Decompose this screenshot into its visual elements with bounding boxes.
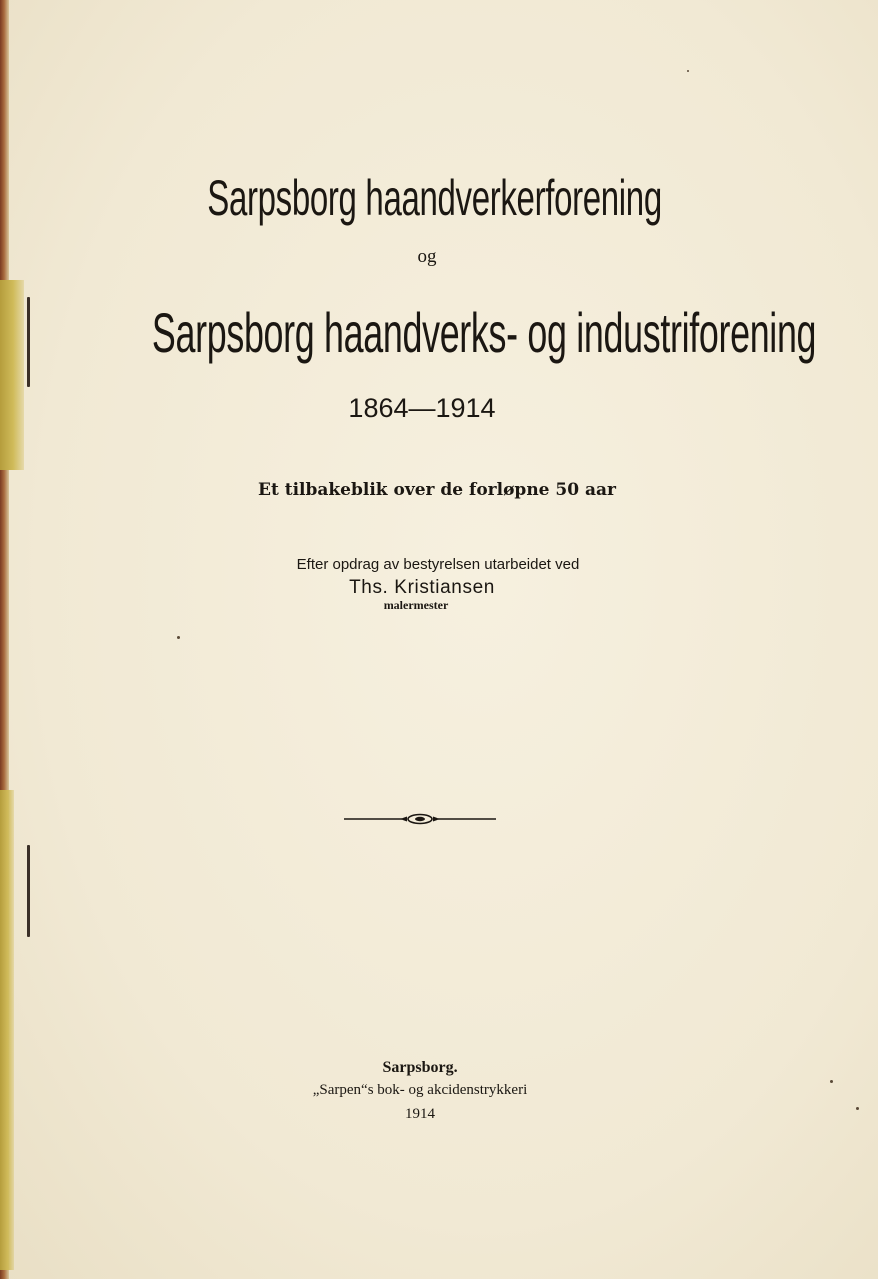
commission-statement: Efter opdrag av bestyrelsen utarbeidet ved (296, 556, 580, 573)
title-conjunction: og (417, 246, 437, 267)
paper-speck (830, 1080, 833, 1083)
divider-ornament-icon (344, 808, 496, 830)
binding-tape-top (0, 280, 24, 470)
year-range: 1864—1914 (348, 393, 496, 423)
imprint-year: 1914 (405, 1106, 435, 1122)
subtitle: Et tilbakeblik over de forløpne 50 aar (258, 480, 616, 500)
author-profession: malermester (383, 598, 449, 612)
title-line-1: Sarpsborg haandverkerforening (207, 170, 662, 226)
paper-speck (687, 70, 689, 72)
paper-speck (177, 636, 180, 639)
author-name: Ths. Kristiansen (349, 577, 495, 598)
staple-bottom (27, 845, 30, 937)
title-line-2: Sarpsborg haandverks- og industriforening (151, 301, 817, 364)
imprint-place: Sarpsborg. (382, 1059, 458, 1076)
paper-speck (856, 1107, 859, 1110)
staple-top (27, 297, 30, 387)
imprint-printer: „Sarpen“s bok- og akcidenstrykkeri (312, 1082, 528, 1098)
binding-tape-bottom (0, 790, 14, 1270)
